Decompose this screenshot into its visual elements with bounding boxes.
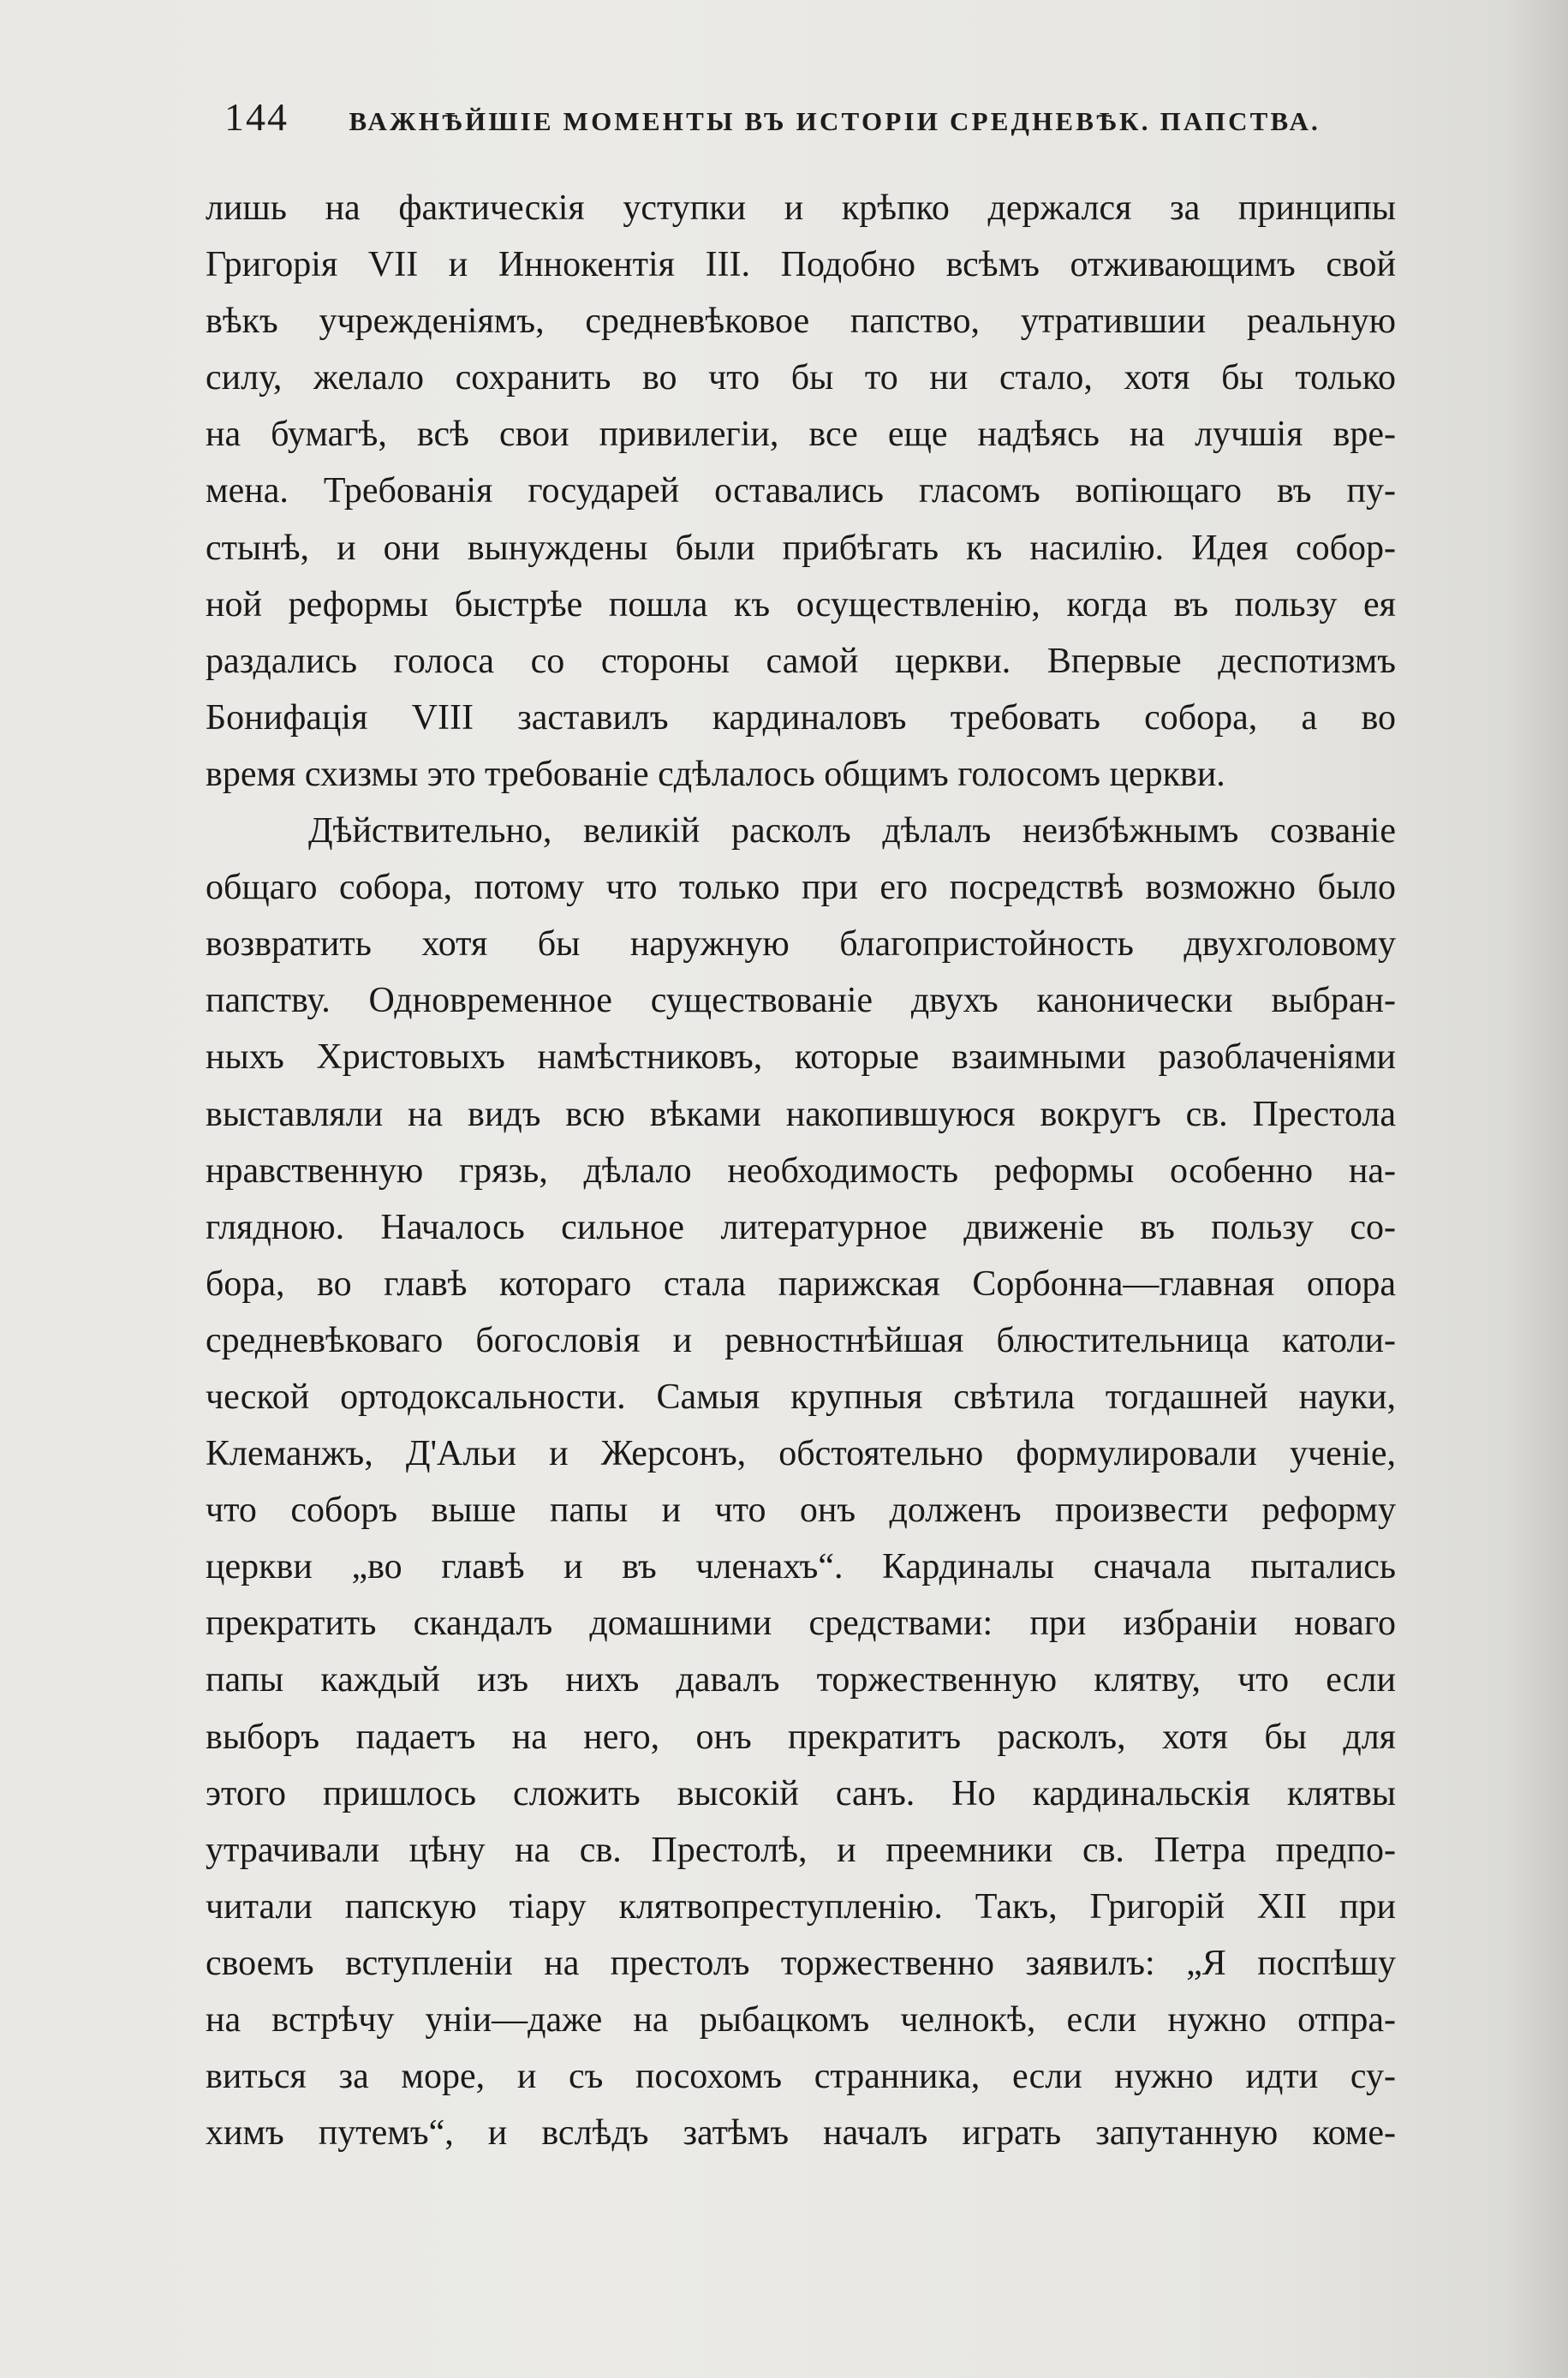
text-line: читали папскую тіару клятвопреступленію. Такъ, Григорій XII при (206, 1886, 1396, 1927)
text-line: этого пришлось сложить высокій санъ. Но кардинальскія клятвы (206, 1773, 1396, 1813)
text-line: Дѣйствительно, великій расколъ дѣлалъ неизбѣжнымъ созваніе (308, 811, 1396, 851)
text-line: мена. Требованія государей оставались гласомъ вопіющаго въ пу- (206, 471, 1396, 511)
text-line: химъ путемъ“, и вслѣдъ затѣмъ началъ играть запутанную коме- (206, 2113, 1396, 2154)
text-line: выборъ падаетъ на него, онъ прекратитъ расколъ, хотя бы для (206, 1717, 1396, 1757)
text-line: ныхъ Христовыхъ намѣстниковъ, которые взаимными разоблаченіями (206, 1037, 1396, 1078)
running-head-title: ВАЖНѢЙШІЕ МОМЕНТЫ ВЪ ИСТОРІИ СРЕДНЕВѢК. ПАПСТВА. (349, 106, 1321, 136)
text-line: виться за море, и съ посохомъ странника, если нужно идти су- (206, 2057, 1396, 2097)
text-line: выставляли на видъ всю вѣками накопившуюся вокругъ св. Престола (206, 1094, 1396, 1134)
text-line: средневѣковаго богословія и ревностнѣйшая блюстительница католи- (206, 1320, 1396, 1360)
text-line: бора, во главѣ котораго стала парижская Сорбонна—главная опора (206, 1264, 1396, 1304)
text-line: лишь на фактическія уступки и крѣпко держался за принципы (206, 188, 1396, 228)
text-line: раздались голоса со стороны самой церкви. Впервые деспотизмъ (206, 641, 1396, 681)
text-line: своемъ вступленіи на престолъ торжественно заявилъ: „Я поспѣшу (206, 1943, 1396, 1983)
text-line: силу, желало сохранить во что бы то ни стало, хотя бы только (206, 358, 1396, 398)
text-line: стынѣ, и они вынуждены были прибѣгать къ насилію. Идея собор- (206, 528, 1396, 568)
text-line: на бумагѣ, всѣ свои привилегіи, все еще надѣясь на лучшія вре- (206, 415, 1396, 455)
text-line: прекратить скандалъ домашними средствами: при избраніи новаго (206, 1604, 1396, 1644)
text-line: ческой ортодоксальности. Самыя крупныя свѣтила тогдашней науки, (206, 1377, 1396, 1417)
page-number: 144 (224, 95, 289, 139)
text-line: Григорія VII и Иннокентія III. Подобно всѣмъ отживающимъ свой (206, 245, 1396, 285)
text-line: время схизмы это требованіе сдѣлалось общимъ голосомъ церкви. (206, 754, 1225, 794)
text-line: нравственную грязь, дѣлало необходимость реформы особенно на- (206, 1150, 1396, 1191)
text-line: церкви „во главѣ и въ членахъ“. Кардиналы сначала пытались (206, 1547, 1396, 1587)
text-line: на встрѣчу уніи—даже на рыбацкомъ челнокѣ, если нужно отпра- (206, 2000, 1396, 2040)
text-line: общаго собора, потому что только при его посредствѣ возможно было (206, 868, 1396, 908)
text-line: утрачивали цѣну на св. Престолѣ, и преемники св. Петра предпо- (206, 1830, 1396, 1870)
text-line: глядною. Началось сильное литературное движеніе въ пользу со- (206, 1207, 1396, 1247)
body-text (206, 180, 1396, 2161)
text-line: возвратить хотя бы наружную благопристойность двухголовому (206, 924, 1396, 965)
text-line: Клеманжъ, Д'Альи и Жерсонъ, обстоятельно формулировали ученіе, (206, 1434, 1396, 1474)
text-line: папству. Одновременное существованіе двухъ канонически выбран- (206, 981, 1396, 1021)
text-line: вѣкъ учрежденіямъ, средневѣковое папство, утратившии реальную (206, 302, 1396, 342)
text-line: что соборъ выше папы и что онъ долженъ произвести реформу (206, 1491, 1396, 1531)
text-line: ной реформы быстрѣе пошла къ осуществленію, когда въ пользу ея (206, 584, 1396, 624)
text-line: папы каждый изъ нихъ давалъ торжественную клятву, что если (206, 1660, 1396, 1700)
running-head (224, 94, 1321, 146)
text-line: Бонифація VIII заставилъ кардиналовъ требовать собора, а во (206, 697, 1396, 738)
